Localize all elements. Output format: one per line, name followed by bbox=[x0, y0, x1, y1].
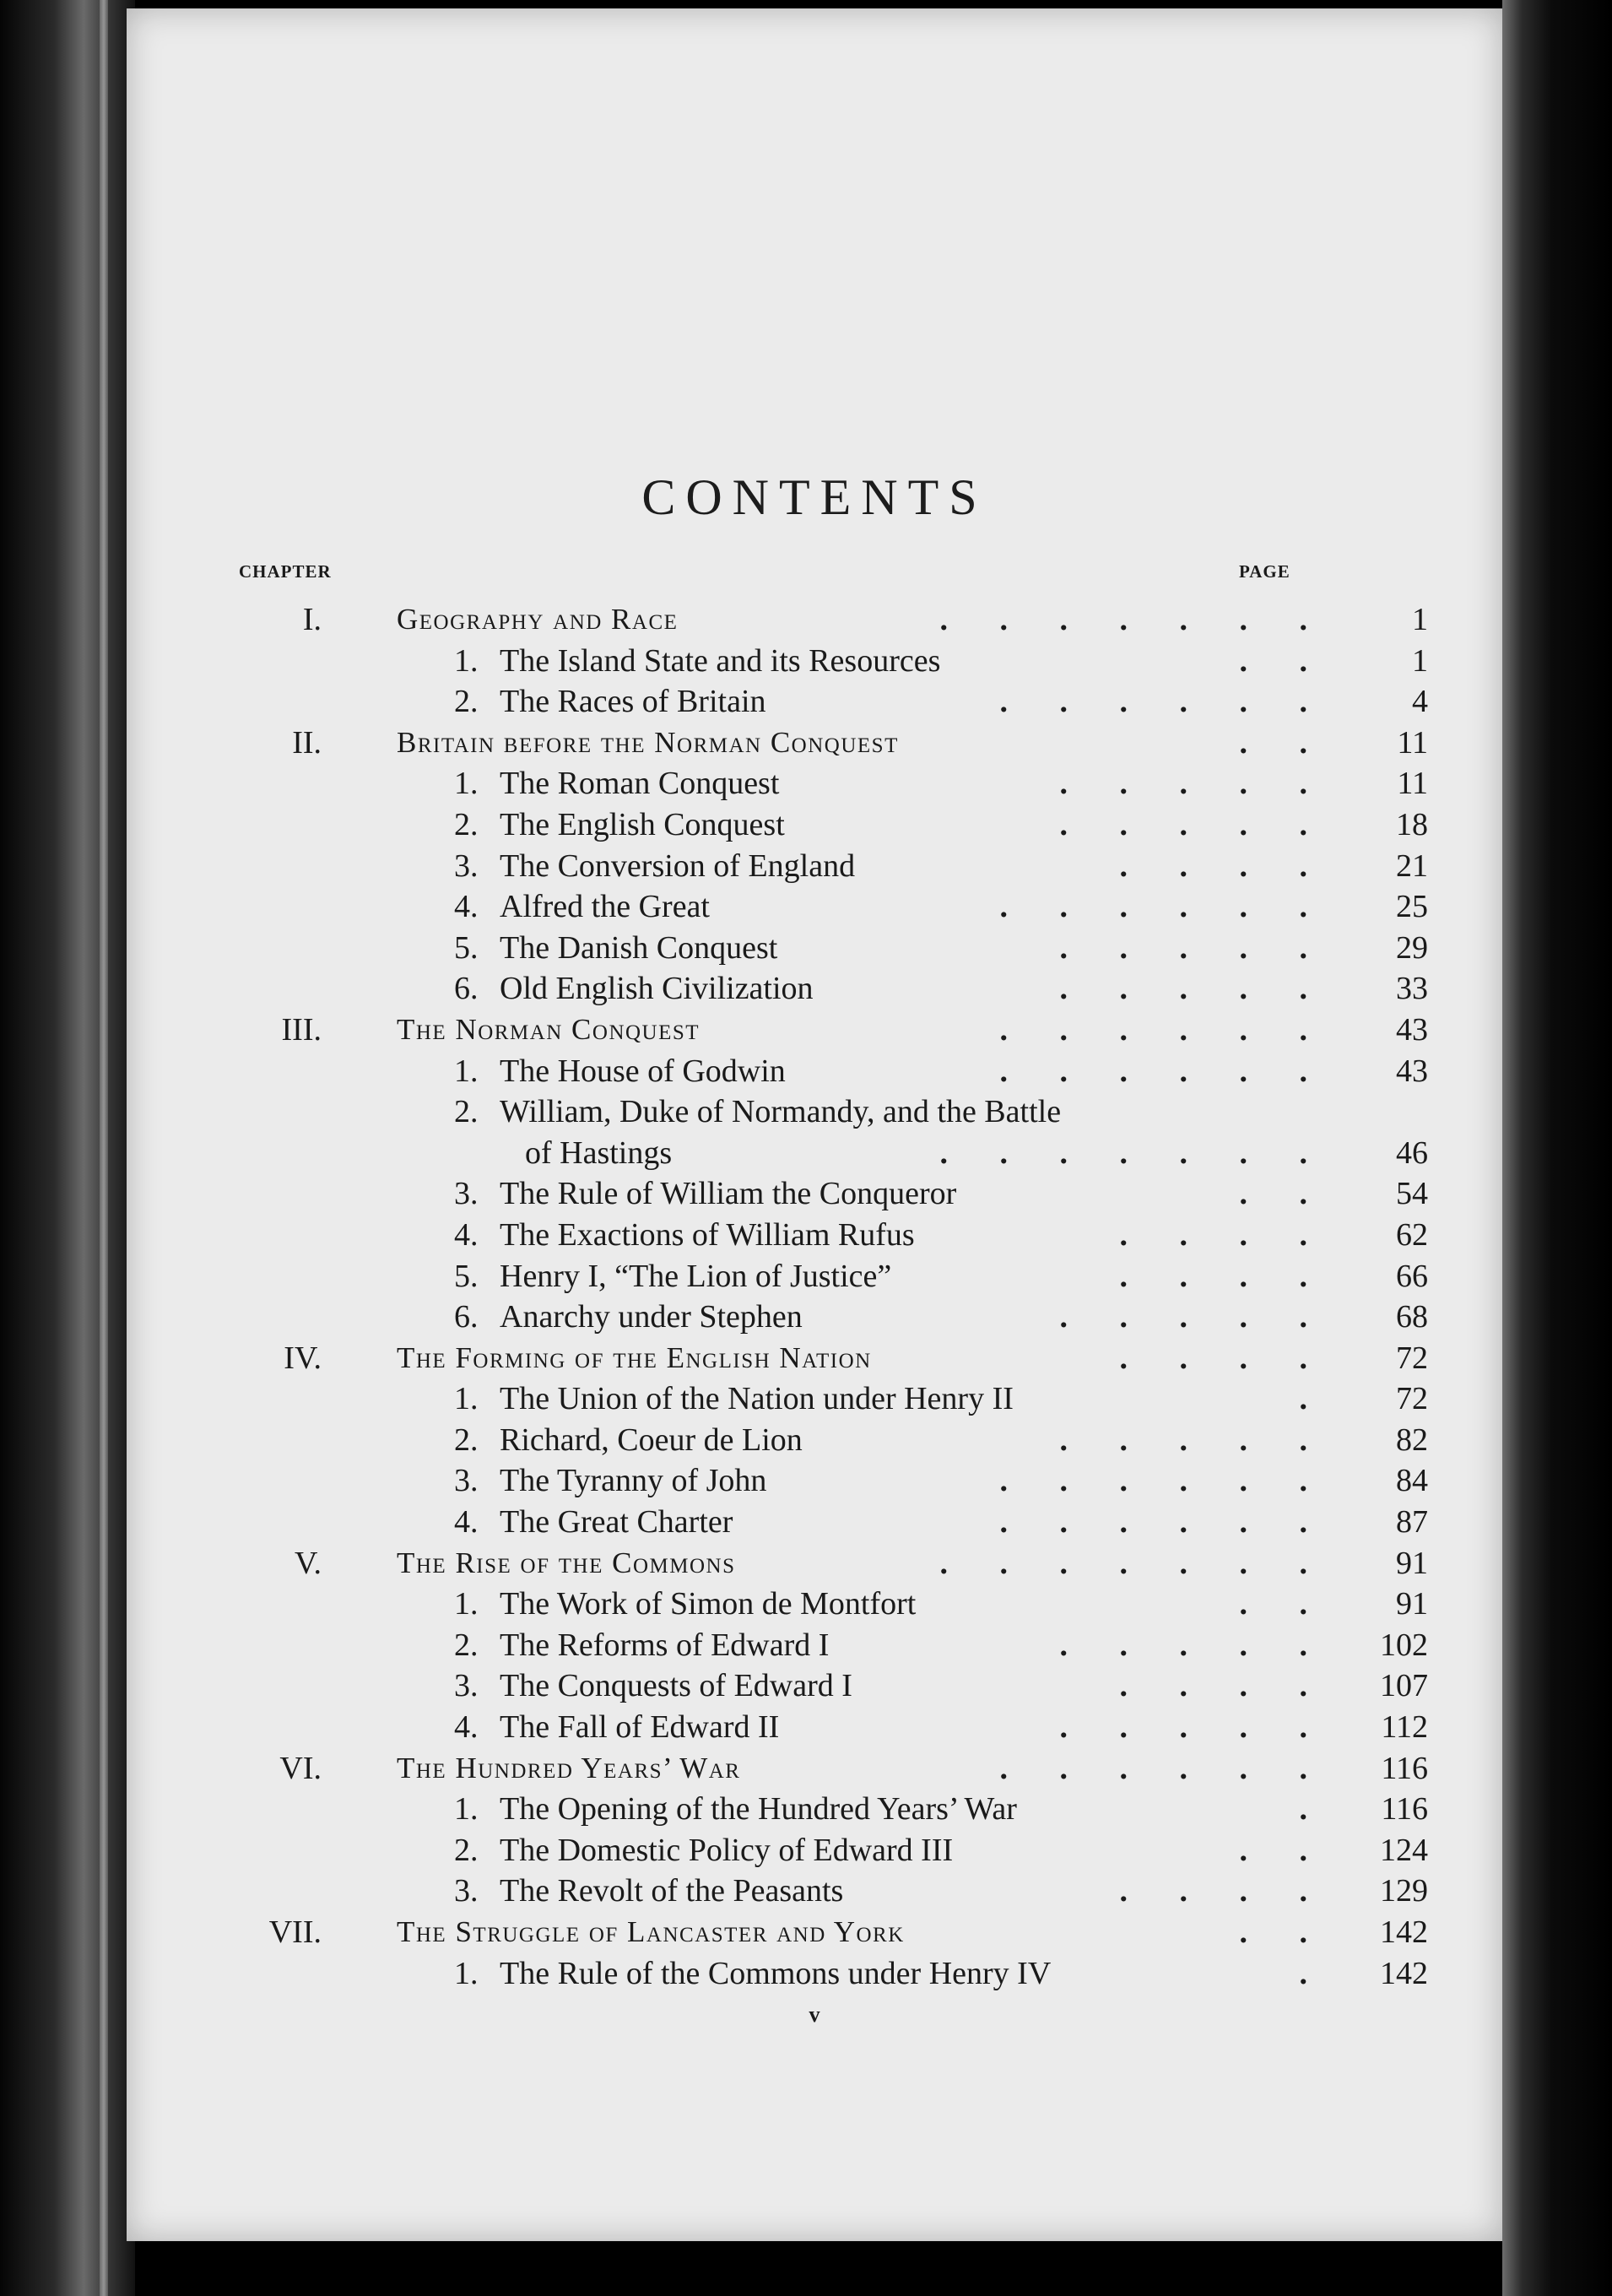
entry-page-number: 91 bbox=[1396, 1586, 1428, 1622]
entry-page-number: 43 bbox=[1396, 1011, 1428, 1048]
section-entry bbox=[127, 1091, 1502, 1133]
section-title: The Conquests of Edward I bbox=[500, 1668, 852, 1704]
section-title: The Tyranny of John bbox=[500, 1463, 767, 1499]
section-number: 2. bbox=[454, 1832, 479, 1868]
entry-page-number: 46 bbox=[1396, 1134, 1428, 1171]
dot-leader: . . . . . . . bbox=[939, 1545, 1329, 1581]
section-number: 2. bbox=[454, 684, 479, 720]
entry-page-number: 102 bbox=[1380, 1627, 1428, 1663]
section-title: Henry I, “The Lion of Justice” bbox=[500, 1258, 892, 1294]
section-entry bbox=[127, 1707, 1502, 1748]
section-entry bbox=[127, 763, 1502, 804]
entry-page-number: 116 bbox=[1381, 1750, 1428, 1786]
entry-page-number: 124 bbox=[1380, 1832, 1428, 1868]
chapter-entry bbox=[127, 1338, 1502, 1379]
entry-page-number: 4 bbox=[1412, 684, 1428, 720]
entry-page-number: 84 bbox=[1396, 1463, 1428, 1499]
section-number: 5. bbox=[454, 929, 479, 966]
section-title: The Rule of the Commons under Henry IV bbox=[500, 1955, 1052, 1991]
chapter-numeral: VII. bbox=[268, 1914, 322, 1950]
entry-page-number: 62 bbox=[1396, 1216, 1428, 1253]
dot-leader: . . . . bbox=[1119, 1258, 1329, 1294]
section-title: The Conversion of England bbox=[500, 847, 856, 884]
chapter-numeral: I. bbox=[302, 602, 322, 637]
section-title: William, Duke of Normandy, and the Battle bbox=[500, 1094, 1062, 1130]
dot-leader: . bbox=[1299, 1791, 1329, 1828]
section-number: 3. bbox=[454, 1176, 479, 1212]
section-number: 1. bbox=[454, 1381, 479, 1417]
dot-leader: . . . . . . bbox=[999, 1504, 1329, 1541]
section-number: 2. bbox=[454, 1421, 479, 1458]
entry-page-number: 142 bbox=[1380, 1914, 1428, 1950]
section-number: 2. bbox=[454, 1627, 479, 1663]
section-entry bbox=[127, 846, 1502, 887]
dot-leader: . . . . . . bbox=[999, 1463, 1329, 1499]
entry-page-number: 68 bbox=[1396, 1299, 1428, 1335]
section-entry bbox=[127, 1830, 1502, 1871]
chapter-entry bbox=[127, 1010, 1502, 1051]
entry-page-number: 72 bbox=[1396, 1381, 1428, 1417]
section-number: 3. bbox=[454, 1668, 479, 1704]
entry-page-number: 66 bbox=[1396, 1258, 1428, 1294]
entry-page-number: 1 bbox=[1412, 602, 1428, 637]
dot-leader: . . . . . . bbox=[999, 1011, 1329, 1048]
chapter-entry bbox=[127, 1543, 1502, 1584]
dot-leader: . . . . . bbox=[1059, 1627, 1329, 1663]
chapter-title: The Forming of the English Nation bbox=[397, 1340, 872, 1374]
section-title: The Opening of the Hundred Years’ War bbox=[500, 1791, 1017, 1828]
section-number: 4. bbox=[454, 889, 479, 925]
chapter-title: The Struggle of Lancaster and York bbox=[397, 1915, 905, 1948]
chapter-title: The Norman Conquest bbox=[397, 1012, 701, 1046]
section-number: 1. bbox=[454, 1053, 479, 1089]
section-entry bbox=[127, 968, 1502, 1010]
section-entry bbox=[127, 1256, 1502, 1297]
entry-page-number: 87 bbox=[1396, 1504, 1428, 1541]
dot-leader: . . . . . . . bbox=[939, 602, 1329, 637]
dot-leader: . . . . . . bbox=[999, 1750, 1329, 1786]
dot-leader: . . bbox=[1239, 1914, 1329, 1950]
dot-leader: . . . . . . bbox=[999, 684, 1329, 720]
section-title: Alfred the Great bbox=[500, 889, 710, 925]
section-title: The Reforms of Edward I bbox=[500, 1627, 830, 1663]
section-title: The Exactions of William Rufus bbox=[500, 1216, 915, 1253]
section-number: 4. bbox=[454, 1709, 479, 1746]
section-title: The Domestic Policy of Edward III bbox=[500, 1832, 954, 1868]
section-number: 1. bbox=[454, 642, 479, 679]
section-title: The Danish Conquest bbox=[500, 929, 778, 966]
section-entry bbox=[127, 886, 1502, 928]
section-entry bbox=[127, 1173, 1502, 1215]
section-number: 4. bbox=[454, 1216, 479, 1253]
section-number: 6. bbox=[454, 971, 479, 1007]
page-column-label: PAGE bbox=[1239, 561, 1290, 582]
chapter-column-label: CHAPTER bbox=[239, 561, 332, 582]
chapter-entry bbox=[127, 723, 1502, 764]
section-title: The Island State and its Resources bbox=[500, 642, 941, 679]
section-title: The House of Godwin bbox=[500, 1053, 786, 1089]
section-title: The Rule of William the Conqueror bbox=[500, 1176, 957, 1212]
dot-leader: . . bbox=[1239, 1832, 1329, 1868]
chapter-title: Geography and Race bbox=[397, 603, 679, 636]
entry-page-number: 21 bbox=[1396, 847, 1428, 884]
dot-leader: . . . . . bbox=[1059, 1421, 1329, 1458]
entry-page-number: 43 bbox=[1396, 1053, 1428, 1089]
section-number: 3. bbox=[454, 1873, 479, 1909]
page-title: CONTENTS bbox=[641, 469, 987, 525]
section-number: 1. bbox=[454, 1955, 479, 1991]
section-entry bbox=[127, 681, 1502, 723]
dot-leader: . . . . bbox=[1119, 847, 1329, 884]
chapter-title: Britain before the Norman Conquest bbox=[397, 725, 899, 759]
section-entry bbox=[127, 1871, 1502, 1912]
entry-page-number: 18 bbox=[1396, 806, 1428, 842]
dot-leader: . . . . . bbox=[1059, 929, 1329, 966]
chapter-numeral: VI. bbox=[279, 1750, 322, 1786]
entry-page-number: 11 bbox=[1397, 766, 1428, 802]
dot-leader: . . bbox=[1239, 1176, 1329, 1212]
dot-leader: . . bbox=[1239, 724, 1329, 761]
section-title: The Roman Conquest bbox=[500, 766, 780, 802]
section-title: The Fall of Edward II bbox=[500, 1709, 780, 1746]
entry-page-number: 91 bbox=[1396, 1545, 1428, 1581]
entry-page-number: 29 bbox=[1396, 929, 1428, 966]
section-number: 6. bbox=[454, 1299, 479, 1335]
section-number: 2. bbox=[454, 806, 479, 842]
section-entry bbox=[127, 1625, 1502, 1666]
chapter-numeral: II. bbox=[292, 724, 322, 761]
section-entry bbox=[127, 1460, 1502, 1502]
entry-page-number: 82 bbox=[1396, 1421, 1428, 1458]
entry-page-number: 11 bbox=[1397, 724, 1428, 761]
section-entry bbox=[127, 1297, 1502, 1338]
chapter-entry bbox=[127, 1748, 1502, 1790]
section-entry bbox=[127, 804, 1502, 846]
section-entry bbox=[127, 1378, 1502, 1420]
section-title: The Union of the Nation under Henry II bbox=[500, 1381, 1014, 1417]
dot-leader: . . . . . . . bbox=[939, 1134, 1329, 1171]
section-title: The English Conquest bbox=[500, 806, 785, 842]
entry-page-number: 54 bbox=[1396, 1176, 1428, 1212]
section-number: 3. bbox=[454, 847, 479, 884]
section-title: Old English Civilization bbox=[500, 971, 814, 1007]
dot-leader: . . . . . bbox=[1059, 766, 1329, 802]
book-fore-edge bbox=[1502, 0, 1612, 2296]
section-title: The Races of Britain bbox=[500, 684, 766, 720]
dot-leader: . . . . . . bbox=[999, 889, 1329, 925]
chapter-entry bbox=[127, 1912, 1502, 1953]
entry-page-number: 142 bbox=[1380, 1955, 1428, 1991]
dot-leader: . . . . . bbox=[1059, 971, 1329, 1007]
entry-page-number: 107 bbox=[1380, 1668, 1428, 1704]
dot-leader: . . bbox=[1239, 642, 1329, 679]
chapter-entry bbox=[127, 599, 1502, 641]
dot-leader: . . . . . bbox=[1059, 806, 1329, 842]
dot-leader: . . . . bbox=[1119, 1873, 1329, 1909]
section-entry bbox=[127, 928, 1502, 969]
section-number: 5. bbox=[454, 1258, 479, 1294]
dot-leader: . bbox=[1299, 1955, 1329, 1991]
entry-page-number: 116 bbox=[1381, 1791, 1428, 1828]
chapter-numeral: V. bbox=[294, 1545, 322, 1581]
section-entry bbox=[127, 1665, 1502, 1707]
section-title: Anarchy under Stephen bbox=[500, 1299, 803, 1335]
dot-leader: . . . . . bbox=[1059, 1299, 1329, 1335]
section-number: 1. bbox=[454, 766, 479, 802]
section-entry bbox=[127, 1215, 1502, 1256]
section-entry bbox=[127, 1420, 1502, 1461]
section-title: Richard, Coeur de Lion bbox=[500, 1421, 803, 1458]
chapter-title: The Rise of the Commons bbox=[397, 1546, 736, 1579]
dot-leader: . . . . bbox=[1119, 1340, 1329, 1376]
entry-page-number: 129 bbox=[1380, 1873, 1428, 1909]
section-title: The Great Charter bbox=[500, 1504, 733, 1541]
dot-leader: . . . . . . bbox=[999, 1053, 1329, 1089]
dot-leader: . . . . bbox=[1119, 1668, 1329, 1704]
chapter-numeral: IV. bbox=[284, 1340, 322, 1376]
chapter-numeral: III. bbox=[281, 1011, 322, 1048]
section-number: 1. bbox=[454, 1791, 479, 1828]
dot-leader: . . bbox=[1239, 1586, 1329, 1622]
contents-list bbox=[127, 599, 1502, 1994]
section-number: 1. bbox=[454, 1586, 479, 1622]
section-entry bbox=[127, 1953, 1502, 1995]
section-title: The Revolt of the Peasants bbox=[500, 1873, 844, 1909]
section-entry bbox=[127, 1051, 1502, 1092]
entry-page-number: 33 bbox=[1396, 971, 1428, 1007]
dot-leader: . bbox=[1299, 1381, 1329, 1417]
section-number: 2. bbox=[454, 1094, 479, 1130]
section-number: 3. bbox=[454, 1463, 479, 1499]
dot-leader: . . . . . bbox=[1059, 1709, 1329, 1746]
section-entry bbox=[127, 1502, 1502, 1543]
chapter-title: The Hundred Years’ War bbox=[397, 1751, 741, 1784]
entry-page-number: 1 bbox=[1412, 642, 1428, 679]
book-page bbox=[127, 8, 1502, 2241]
book-binding-edge bbox=[0, 0, 135, 2296]
entry-page-number: 72 bbox=[1396, 1340, 1428, 1376]
section-title: The Work of Simon de Montfort bbox=[500, 1586, 917, 1622]
section-entry bbox=[127, 1789, 1502, 1830]
section-entry bbox=[127, 1133, 1502, 1174]
page-number: v bbox=[809, 2002, 820, 2027]
section-number: 4. bbox=[454, 1504, 479, 1541]
section-entry bbox=[127, 641, 1502, 682]
dot-leader: . . . . bbox=[1119, 1216, 1329, 1253]
entry-page-number: 112 bbox=[1381, 1709, 1428, 1746]
section-title-continuation: of Hastings bbox=[525, 1134, 673, 1171]
section-entry bbox=[127, 1584, 1502, 1625]
entry-page-number: 25 bbox=[1396, 889, 1428, 925]
